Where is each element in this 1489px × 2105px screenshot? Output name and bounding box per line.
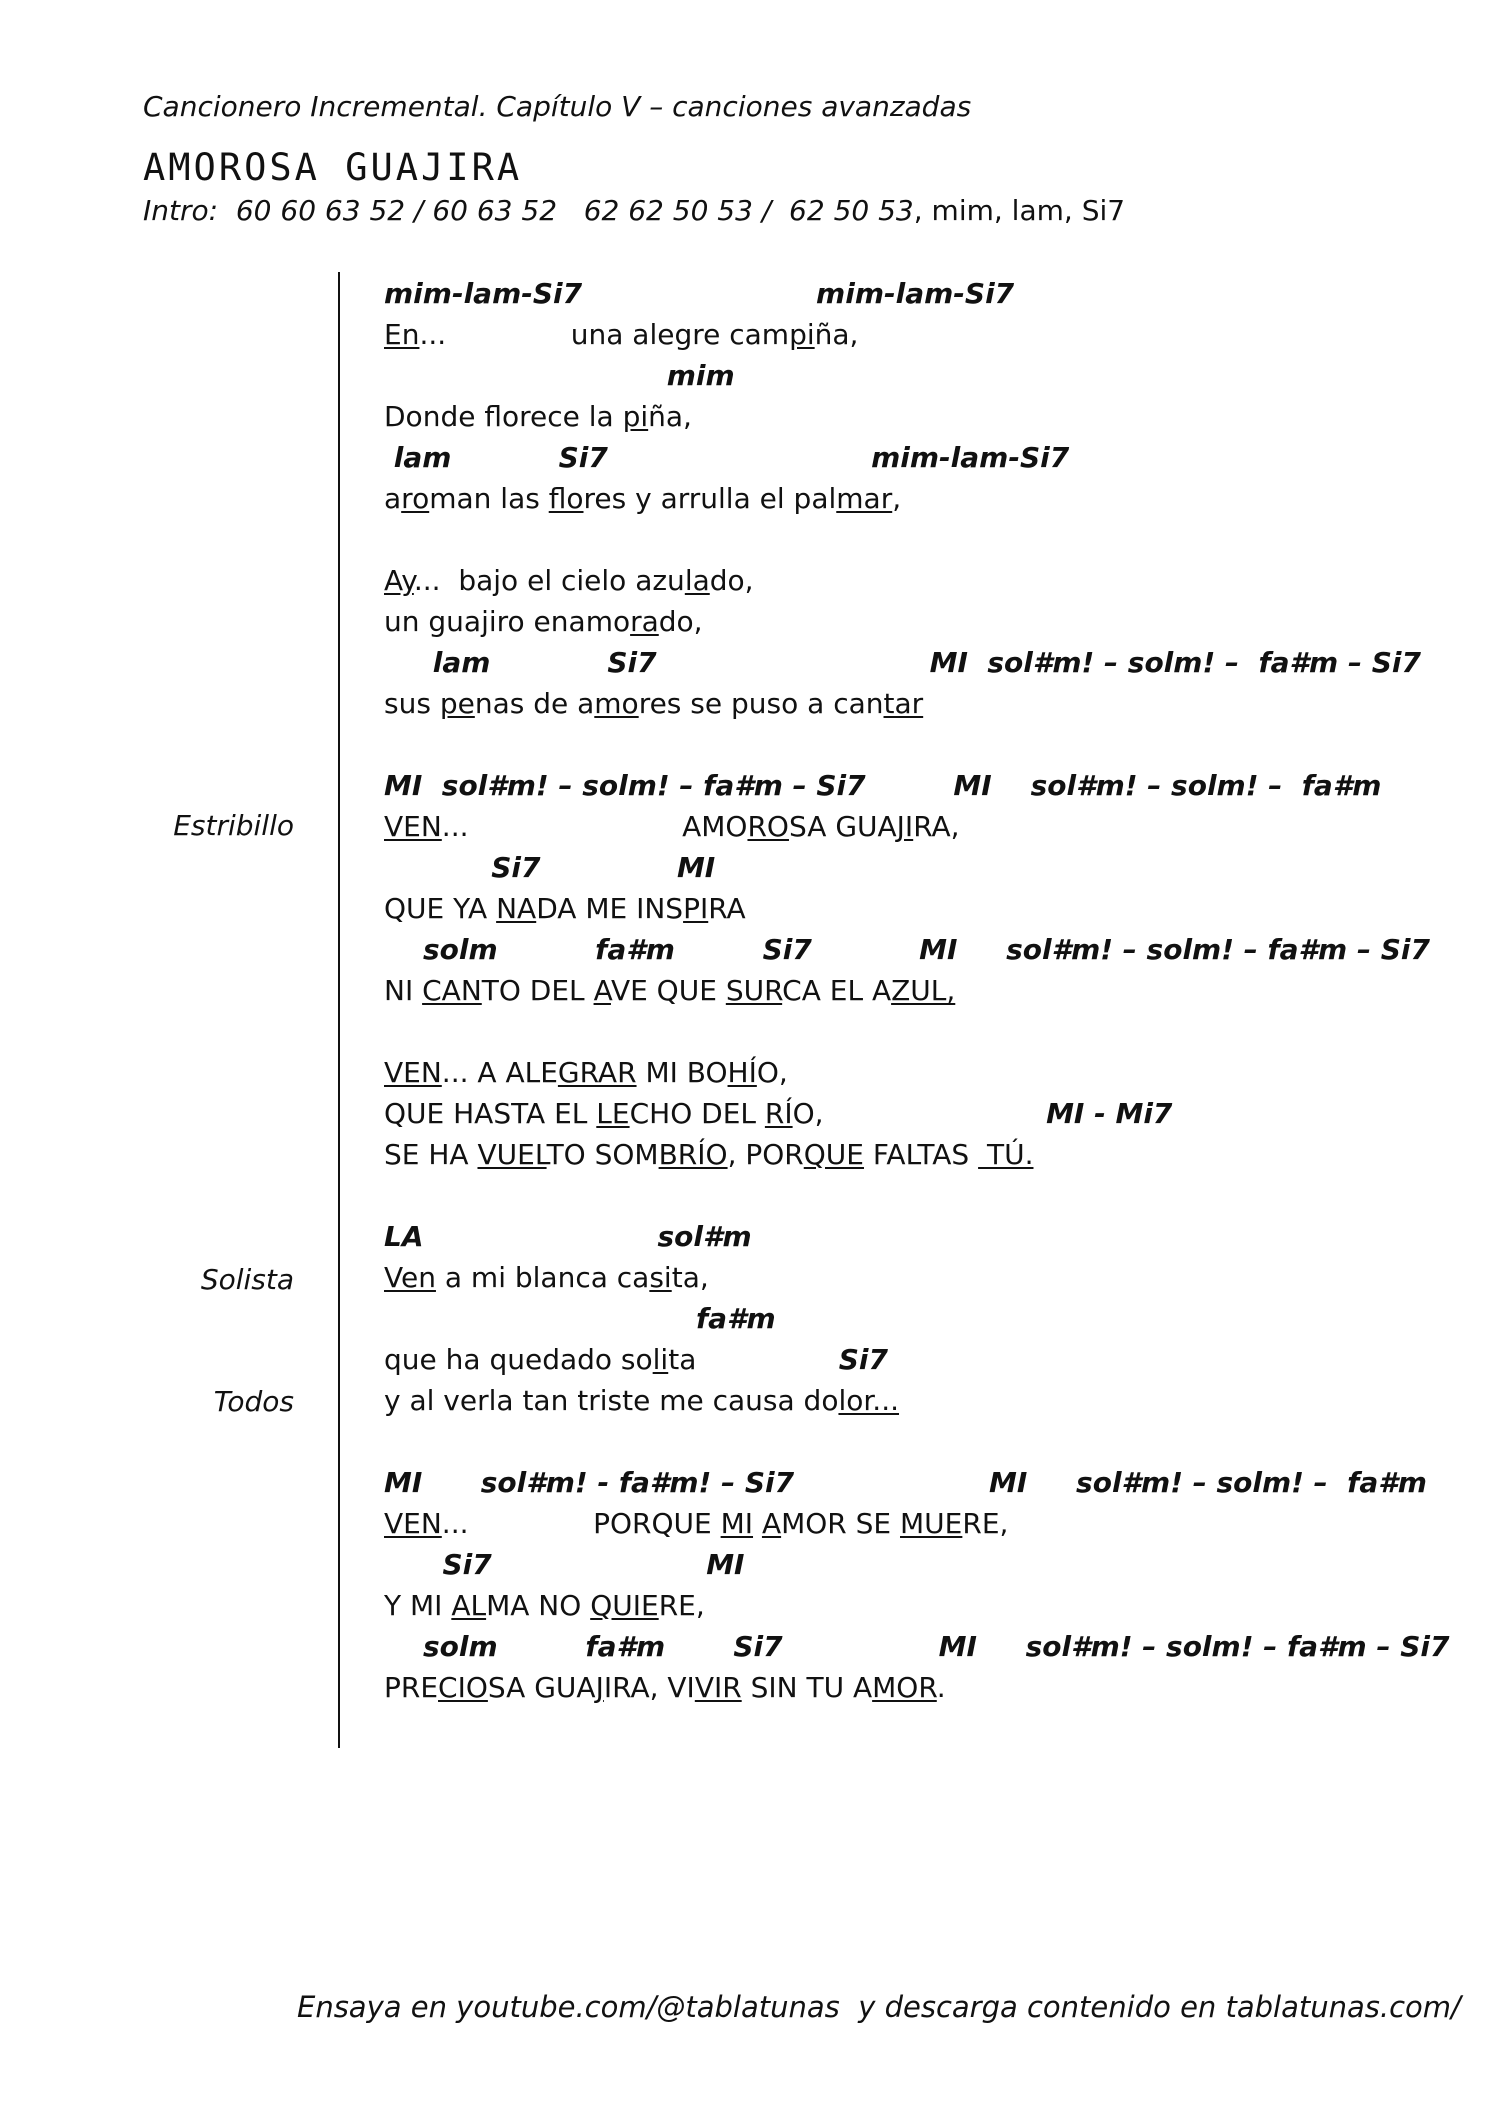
footer-text: Ensaya en youtube.com/@tablatunas y descarga contenido en tablatunas.com/ xyxy=(297,1990,1461,2024)
chord-line: Si7 MI xyxy=(384,1548,745,1581)
lyric-line: un guajiro enamorado, xyxy=(384,605,703,638)
side-label-estribillo: Estribillo xyxy=(173,809,294,842)
lyric-line: Donde florece la piña, xyxy=(384,400,692,433)
chord-line: Si7 MI xyxy=(384,851,716,884)
chord-line: MI sol#m! – solm! – fa#m – Si7 MI sol#m! – solm! – fa#m xyxy=(384,769,1382,802)
lyric-line: VEN... AMOROSA GUAJIRA, xyxy=(384,810,960,843)
lyric-line: Ay... bajo el cielo azulado, xyxy=(384,564,754,597)
side-label-todos: Todos xyxy=(213,1385,294,1418)
chord-line: mim xyxy=(384,359,735,392)
intro-line xyxy=(143,194,1125,227)
lyric-line: QUE YA NADA ME INSPIRA xyxy=(384,892,746,925)
chord-line: solm fa#m Si7 MI sol#m! – solm! – fa#m – Si7 xyxy=(384,1630,1450,1663)
lyric-line: Y MI ALMA NO QUIERE, xyxy=(384,1589,705,1622)
chord-line: mim-lam-Si7 mim-lam-Si7 xyxy=(384,277,1015,310)
lyric-line: PRECIOSA GUAJIRA, VIVIR SIN TU AMOR. xyxy=(384,1671,946,1704)
lyric-line: VEN... A ALEGRAR MI BOHÍO, xyxy=(384,1056,788,1089)
intro-tabs: 60 60 63 52 / 60 63 52 62 62 50 53 / 62 50 53 xyxy=(218,194,914,227)
lyric-line: NI CANTO DEL AVE QUE SURCA EL AZUL, xyxy=(384,974,956,1007)
song-title: AMOROSA GUAJIRA xyxy=(143,146,523,189)
side-label-solista: Solista xyxy=(200,1263,294,1296)
lyric-line: Ven a mi blanca casita, xyxy=(384,1261,709,1294)
chord-line: lam Si7 mim-lam-Si7 xyxy=(384,441,1070,474)
page-subtitle: Cancionero Incremental. Capítulo V – canciones avanzadas xyxy=(143,90,972,123)
chord-line: MI sol#m! - fa#m! – Si7 MI sol#m! – solm! – fa#m xyxy=(384,1466,1427,1499)
chord-line: fa#m xyxy=(384,1302,776,1335)
lyric-line: aroman las flores y arrulla el palmar, xyxy=(384,482,902,515)
intro-label: Intro: xyxy=(143,194,219,227)
chord-line: solm fa#m Si7 MI sol#m! – solm! – fa#m – Si7 xyxy=(384,933,1430,966)
lyric-line: que ha quedado solita Si7 xyxy=(384,1343,889,1376)
lyric-line: QUE HASTA EL LECHO DEL RÍO, MI - Mi7 xyxy=(384,1097,1173,1130)
section-divider-line xyxy=(338,272,340,1748)
chord-line: LA sol#m xyxy=(384,1220,752,1253)
lyric-line: VEN... PORQUE MI AMOR SE MUERE, xyxy=(384,1507,1009,1540)
lyric-line: y al verla tan triste me causa dolor... xyxy=(384,1384,900,1417)
lyric-line: sus penas de amores se puso a cantar xyxy=(384,687,924,720)
lyric-line: En... una alegre campiña, xyxy=(384,318,859,351)
intro-chords: , mim, lam, Si7 xyxy=(913,194,1126,227)
lyric-line: SE HA VUELTO SOMBRÍO, PORQUE FALTAS TÚ. xyxy=(384,1138,1034,1171)
chord-line: lam Si7 MI sol#m! – solm! – fa#m – Si7 xyxy=(384,646,1421,679)
